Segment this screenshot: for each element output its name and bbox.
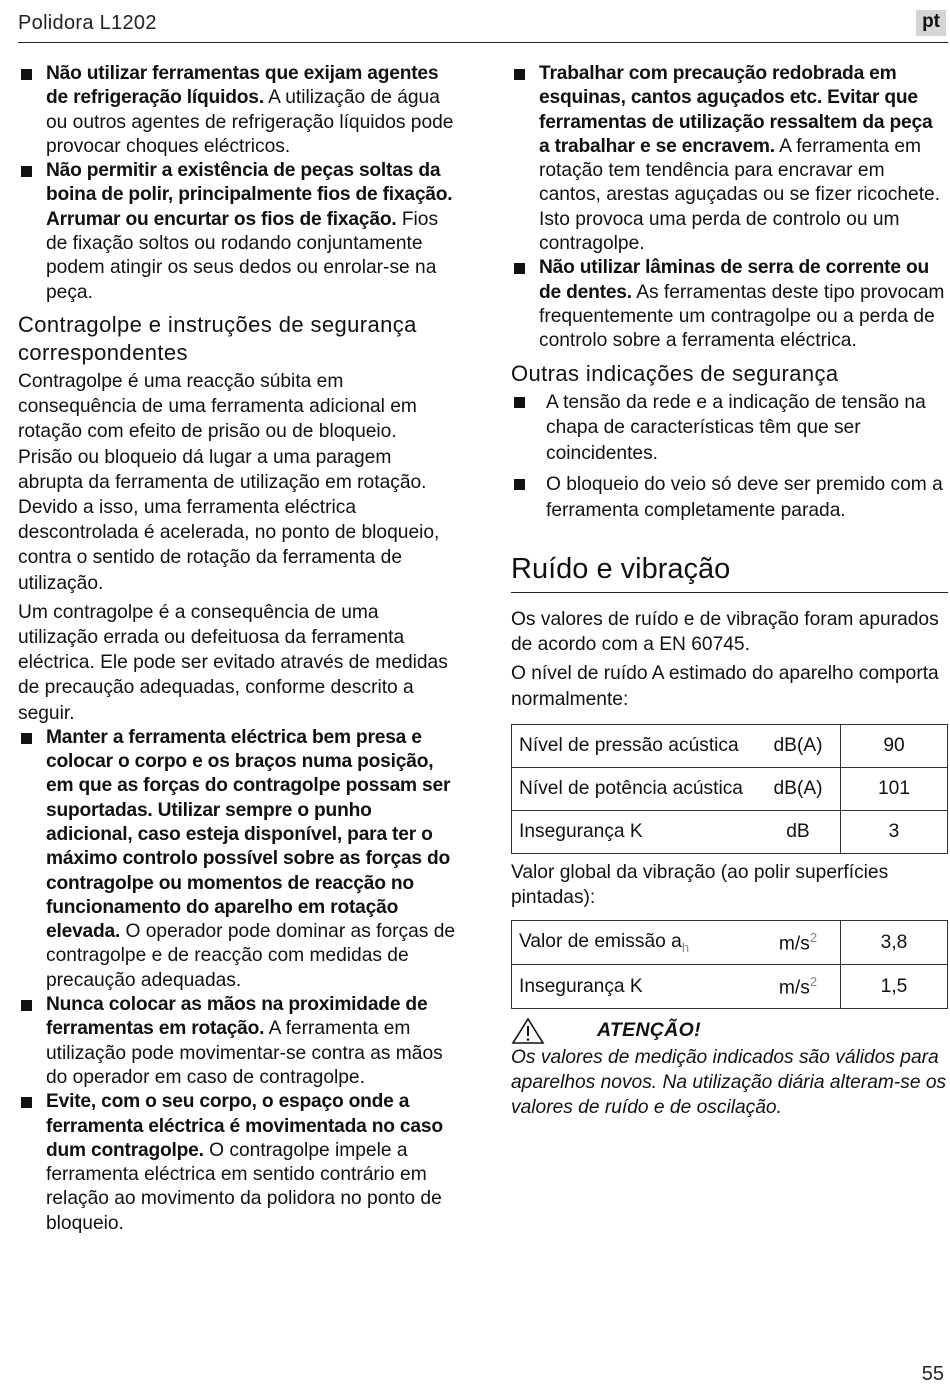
bullet-text: O contragolpe impele a ferramenta eléctrica em sentido contrário em relação ao movimento da polidora no ponto de bloqueio.: [46, 1139, 442, 1234]
table-cell-value: 1,5: [841, 965, 948, 1009]
vibration-paragraph: Valor global da vibração (ao polir superfícies pintadas):: [511, 861, 889, 909]
table-cell-value: 3: [841, 810, 948, 853]
left-column: [18, 62, 456, 1236]
bullet-square-icon: [514, 69, 525, 80]
bullet-bold-text: Nunca colocar as mãos na proximidade de ferramentas em rotação.: [46, 994, 428, 1040]
section-heading-kickback: Contragolpe e instruções de segurança correspondentes: [18, 311, 417, 365]
table-cell-label: [512, 965, 757, 1009]
bullet-text: O bloqueio do veio só deve ser premido com a ferramenta completamente parada.: [546, 474, 943, 521]
bullet-text: Fios de fixação soltos ou rodando conjuntamente podem atingir os seus dedos ou enrolar-se na peça.: [46, 208, 439, 303]
bullet-item: [18, 62, 456, 159]
page-number: 55: [921, 1363, 944, 1385]
bullet-item: [18, 993, 456, 1090]
warning-text: Os valores de medição indicados são válidos para aparelhos novos. Na utilização diária alteram-se os valores de ruído e de oscilação.: [511, 1047, 947, 1119]
table-cell-unit: dB: [756, 810, 841, 853]
bullet-square-icon: [21, 166, 32, 177]
bullet-square-icon: [514, 263, 525, 274]
bullet-bold-text: Não utilizar lâminas de serra de corrente ou de dentes.: [539, 257, 930, 303]
bullet-text: A tensão da rede e a indicação de tensão na chapa de características têm que ser coincidentes.: [546, 391, 926, 464]
vibration-label: Insegurança K: [519, 975, 643, 997]
kickback-paragraph: Um contragolpe é a consequência de uma utilização errada ou defeituosa da ferramenta eléctrica. Ele pode ser evitado através de medidas de precaução adequadas, conforme descrito a seguir.: [18, 601, 448, 724]
bullet-text: A utilização de água ou outros agentes de refrigeração líquidos pode provocar choques eléctricos.: [46, 87, 454, 157]
bullet-text: A ferramenta em utilização pode movimentar-se contra as mãos do operador em caso de contragolpe.: [46, 1018, 443, 1088]
bullet-bold-text: Manter a ferramenta eléctrica bem presa e colocar o corpo e os braços numa posição, em que as forças do contragolpe possam ser suportadas. Utilizar sempre o punho adicional, caso esteja disponível, para ter o máximo controlo possível sobre as forças do contragolpe ou momentos de reacção no funcionamento do aparelho em rotação elevada.: [46, 726, 451, 943]
warning-triangle-icon: [511, 1017, 545, 1045]
table-row: [512, 767, 948, 810]
noise-paragraph: O nível de ruído A estimado do aparelho comporta normalmente:: [511, 663, 939, 710]
table-cell-unit: dB(A): [756, 767, 841, 810]
table-cell-unit: [756, 965, 841, 1009]
table-cell-value: 3,8: [841, 921, 948, 965]
language-badge: pt: [916, 10, 946, 36]
section-heading-noise: Ruído e vibração: [511, 551, 948, 593]
bullet-square-icon: [21, 1000, 32, 1011]
bullet-item: [511, 390, 948, 467]
section-heading-other-safety: Outras indicações de segurança: [511, 360, 839, 386]
unit-text: m/s: [778, 977, 810, 999]
kickback-paragraph: Contragolpe é uma reacção súbita em consequência de uma ferramenta adicional em rotação com efeito de prisão ou de bloqueio. Prisão ou bloqueio dá lugar a uma paragem abrupta da ferramenta de utilização em rotação. Devido a isso, uma ferramenta eléctrica descontrolada é acelerada, no ponto de bloqueio, contra o sentido de rotação da ferramenta de utilização.: [18, 370, 440, 594]
table-cell-value: 90: [841, 724, 948, 767]
table-cell-label: [512, 921, 757, 965]
warning-block: [511, 1017, 948, 1045]
right-column: [511, 62, 948, 1120]
table-cell-label: Insegurança K: [512, 810, 757, 853]
table-cell-unit: [756, 921, 841, 965]
table-cell-label: Nível de potência acústica: [512, 767, 757, 810]
table-cell-unit: dB(A): [756, 724, 841, 767]
bullet-square-icon: [21, 733, 32, 744]
vibration-label: Valor de emissão a: [519, 930, 682, 952]
bullet-item: [18, 1090, 456, 1236]
bullet-bold-text: Não utilizar ferramentas que exijam agentes de refrigeração líquidos.: [46, 63, 439, 109]
unit-superscript: 2: [809, 930, 818, 946]
table-row: [512, 921, 948, 965]
unit-text: m/s: [778, 933, 810, 955]
vibration-table: [511, 920, 948, 1009]
bullet-text: O operador pode dominar as forças de contragolpe e de reacção com medidas de precaução adequadas.: [46, 921, 456, 991]
bullet-square-icon: [514, 479, 525, 490]
bullet-item: [511, 256, 948, 353]
header-title: Polidora L1202: [18, 12, 157, 34]
bullet-text: As ferramentas deste tipo provocam frequentemente um contragolpe ou a perda de controlo sobre a ferramenta eléctrica.: [539, 281, 945, 352]
noise-table: [511, 724, 948, 854]
noise-paragraph: Os valores de ruído e de vibração foram apurados de acordo com a EN 60745.: [511, 609, 939, 656]
page-header: [18, 8, 948, 43]
bullet-bold-text: Evite, com o seu corpo, o espaço onde a ferramenta eléctrica é movimentada no caso dum contragolpe.: [46, 1091, 443, 1161]
bullet-bold-text: Trabalhar com precaução redobrada em esquinas, cantos aguçados etc. Evitar que ferramentas de utilização ressaltem da peça a trabalhar e se encravem.: [539, 63, 933, 157]
warning-title: ATENÇÃO!: [597, 1019, 701, 1042]
bullet-square-icon: [514, 397, 525, 408]
table-cell-label: Nível de pressão acústica: [512, 724, 757, 767]
bullet-item: [511, 472, 948, 523]
bullet-bold-text: Não permitir a existência de peças soltas da boina de polir, principalmente fios de fixação. Arrumar ou encurtar os fios de fixação.: [46, 160, 453, 230]
bullet-square-icon: [21, 69, 32, 80]
bullet-item: [18, 726, 456, 993]
table-cell-value: 101: [841, 767, 948, 810]
unit-superscript: 2: [809, 974, 818, 990]
bullet-square-icon: [21, 1097, 32, 1108]
table-row: [512, 724, 948, 767]
bullet-text: A ferramenta em rotação tem tendência para encravar em cantos, arestas aguçadas ou se fizer ricochete. Isto provoca uma perda de controlo ou um contragolpe.: [539, 135, 941, 255]
bullet-item: [511, 62, 948, 256]
vibration-subscript: h: [681, 939, 690, 955]
bullet-item: [18, 159, 456, 305]
table-row: [512, 810, 948, 853]
table-row: [512, 965, 948, 1009]
